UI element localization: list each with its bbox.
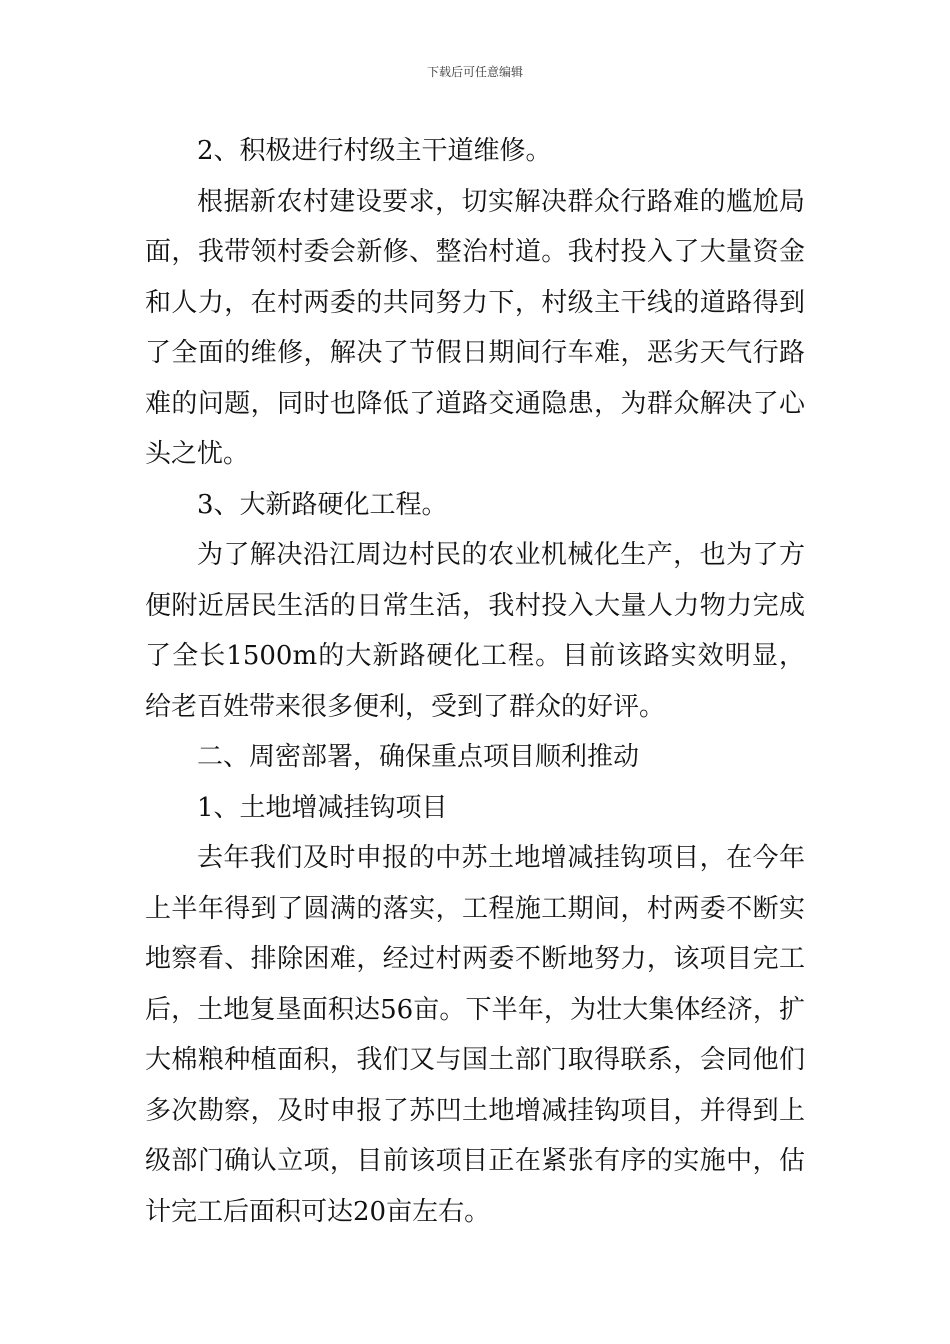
paragraph-heading-land-project: 1、土地增减挂钩项目 [197, 792, 448, 823]
paragraph-daxin-road: 为了解决沿江周边村民的农业机械化生产，也为了方便附近居民生活的日常生活，我村投入大量人力物力完成了全长1500m的大新路硬化工程。目前该路实效明显，给老百姓带来很多便利，受到了群众的好评。 [145, 540, 805, 722]
paragraph-road-repair: 根据新农村建设要求，切实解决群众行路难的尴尬局面，我带领村委会新修、整治村道。我村投入了大量资金和人力，在村两委的共同努力下，村级主干线的道路得到了全面的维修，解决了节假日期间行车难，恶劣天气行路难的问题，同时也降低了道路交通隐患，为群众解决了心头之忧。 [145, 186, 805, 469]
section-heading-key-projects: 二、周密部署，确保重点项目顺利推动 [197, 742, 640, 772]
document-body [145, 126, 805, 1237]
header-note: 下载后可任意编辑 [426, 65, 523, 79]
paragraph-land-project: 去年我们及时申报的中苏土地增减挂钩项目，在今年上半年得到了圆满的落实，工程施工期间，村两委不断实地察看、排除困难，经过村两委不断地努力，该项目完工后，土地复垦面积达56亩。下半年，为壮大集体经济，扩大棉粮种植面积，我们又与国土部门取得联系，会同他们多次勘察，及时申报了苏凹土地增减挂钩项目，并得到上级部门确认立项，目前该项目正在紧张有序的实施中，估计完工后面积可达20亩左右。 [145, 843, 805, 1227]
paragraph-heading-daxin-road: 3、大新路硬化工程。 [197, 489, 448, 520]
paragraph-heading-road-repair: 2、积极进行村级主干道维修。 [197, 136, 552, 166]
